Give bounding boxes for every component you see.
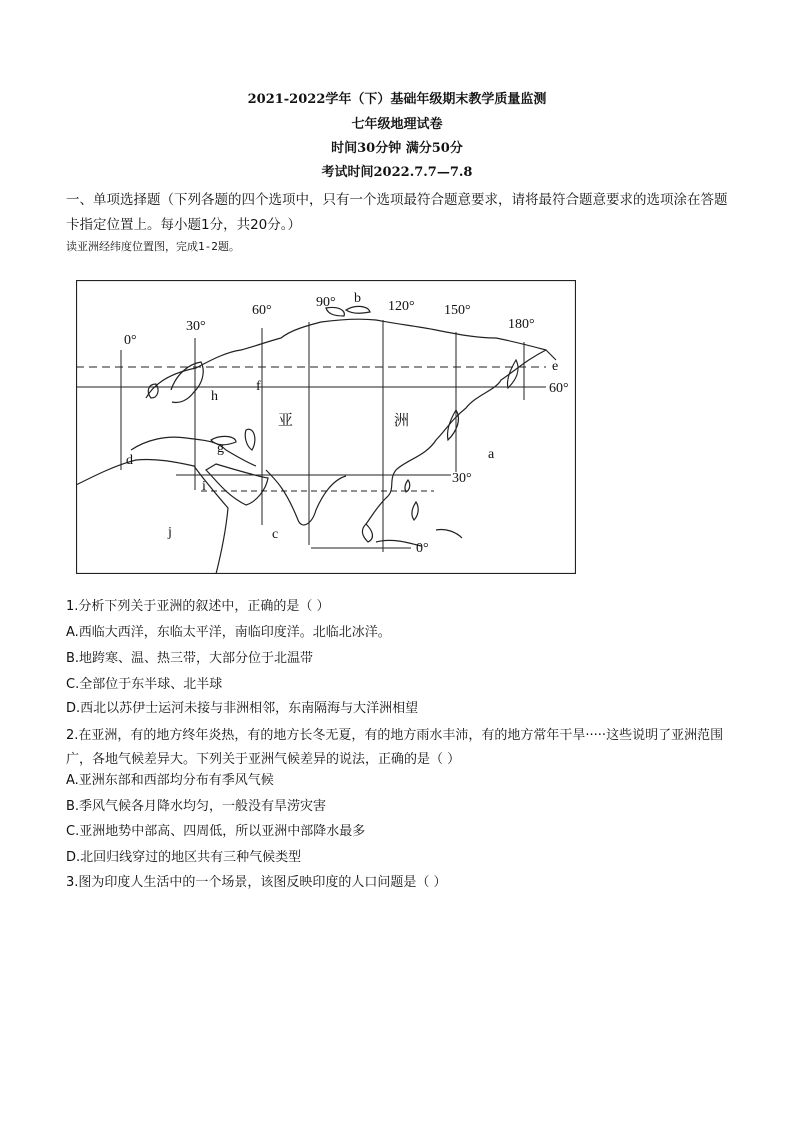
question-1-stem: 1.分析下列关于亚洲的叙述中，正确的是（ ） — [66, 599, 330, 614]
question-2-option-b: B.季风气候各月降水均匀，一般没有旱涝灾害 — [66, 799, 327, 814]
label-lat-0: 0° — [416, 541, 429, 556]
label-lat-60: 60° — [549, 381, 569, 396]
label-b: b — [354, 291, 361, 306]
exam-time-score: 时间30分钟 满分50分 — [331, 141, 463, 156]
question-1-option-a: A.西临大西洋，东临太平洋，南临印度洋。北临北冰洋。 — [66, 625, 391, 640]
label-continent-ya: 亚 — [278, 413, 294, 429]
label-lon-120: 120° — [388, 299, 415, 314]
label-lon-60: 60° — [252, 303, 272, 318]
question-2-option-a: A.亚洲东部和西部均分布有季风气候 — [66, 773, 274, 788]
question-2-option-c: C.亚洲地势中部高、四周低，所以亚洲中部降水最多 — [66, 824, 366, 839]
label-lon-90: 90° — [316, 295, 336, 310]
exam-subject: 七年级地理试卷 — [351, 117, 443, 132]
question-2-stem: 2.在亚洲，有的地方终年炎热，有的地方长冬无夏，有的地方雨水丰沛，有的地方常年干旱·····这些说明了亚洲范围广，各地气候差异大。下列关于亚洲气候差异的说法，正确的是（ ） — [66, 728, 724, 767]
label-f: f — [256, 379, 261, 394]
question-1-option-d: D.西北以苏伊士运河未接与非洲相邻，东南隔海与大洋洲相望 — [66, 701, 419, 716]
exam-title: 2021-2022学年（下）基础年级期末教学质量监测 — [247, 92, 547, 107]
map-intro: 读亚洲经纬度位置图，完成1-2题。 — [66, 240, 240, 253]
label-g: g — [217, 441, 224, 456]
map-frame — [77, 281, 576, 574]
label-i: i — [202, 479, 206, 494]
label-j: j — [168, 525, 172, 540]
label-lon-30: 30° — [186, 319, 206, 334]
label-c: c — [272, 527, 279, 542]
label-lon-180: 180° — [508, 317, 535, 332]
question-1-option-c: C.全部位于东半球、北半球 — [66, 677, 223, 692]
label-lon-0: 0° — [124, 333, 137, 348]
label-h: h — [211, 389, 218, 404]
label-lat-30: 30° — [452, 471, 472, 486]
section-instructions: 一、单项选择题（下列各题的四个选项中，只有一个选项最符合题意要求，请将最符合题意要求的选项涂在答题卡指定位置上。每小题1分，共20分。） — [66, 192, 728, 233]
label-d: d — [126, 453, 133, 468]
question-2-option-d: D.北回归线穿过的地区共有三种气候类型 — [66, 850, 302, 865]
asia-location-map — [76, 280, 576, 574]
label-lon-150: 150° — [444, 303, 471, 318]
label-e: e — [552, 359, 559, 374]
question-3-stem: 3.图为印度人生活中的一个场景，该图反映印度的人口问题是（ ） — [66, 875, 447, 890]
label-a: a — [488, 447, 495, 462]
question-1-option-b: B.地跨寒、温、热三带，大部分位于北温带 — [66, 651, 314, 666]
label-continent-zhou: 洲 — [394, 413, 410, 429]
exam-date: 考试时间2022.7.7—7.8 — [321, 165, 473, 180]
